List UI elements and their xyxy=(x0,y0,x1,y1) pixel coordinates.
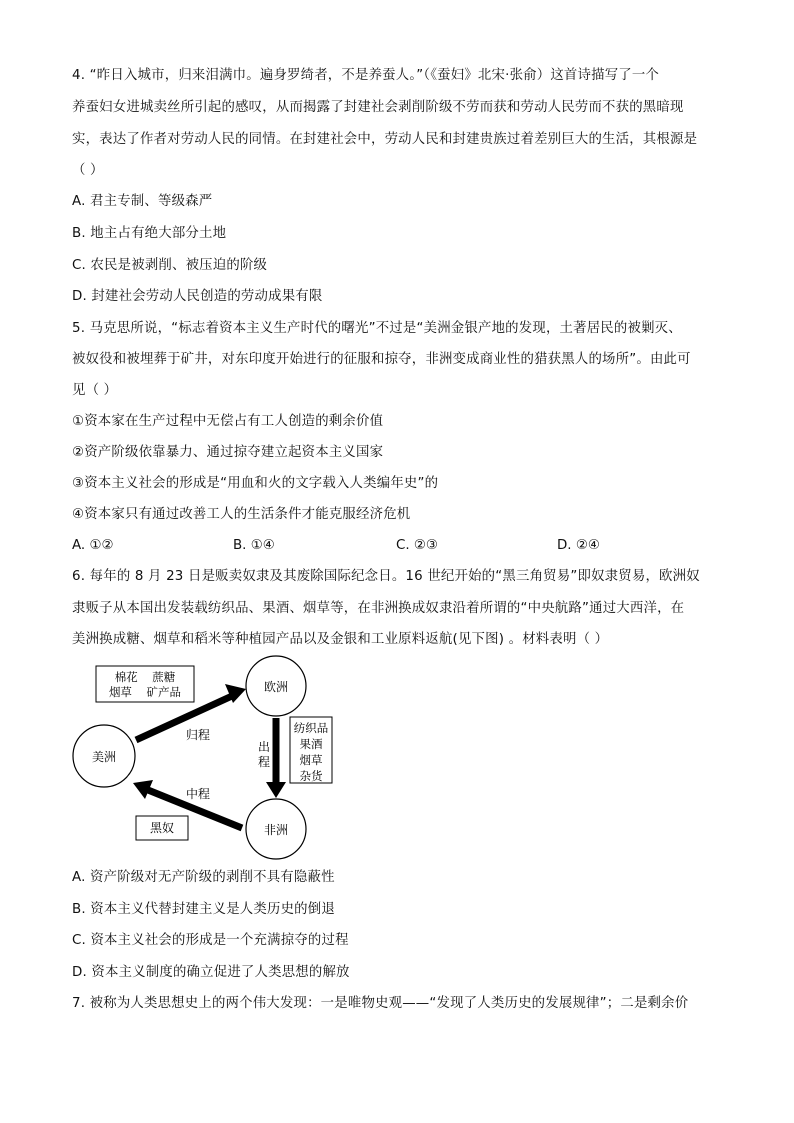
outbound-goods-3: 烟草 xyxy=(299,753,323,767)
q5-stem-line-1: 5. 马克思所说，“标志着资本主义生产时代的曙光”不过是“美洲金银产地的发现，土著居民的被剿灭、 xyxy=(72,321,682,336)
q5-option-c: C. ②③ xyxy=(396,538,438,553)
outbound-leg-arrowhead xyxy=(266,782,286,798)
q4-stem-line-2: 养蚕妇女进城卖丝所引起的感叹，从而揭露了封建社会剥削阶级不劳而获和劳动人民劳而不获的黑暗现 xyxy=(72,100,684,115)
q6-option-b: B. 资本主义代替封建主义是人类历史的倒退 xyxy=(72,902,335,917)
q5-statement-2: ②资产阶级依靠暴力、通过掠夺建立起资本主义国家 xyxy=(72,445,384,460)
africa-label: 非洲 xyxy=(263,823,289,837)
q4-option-b: B. 地主占有绝大部分土地 xyxy=(72,226,227,241)
q4-option-d: D. 封建社会劳动人民创造的劳动成果有限 xyxy=(72,289,323,304)
america-label: 美洲 xyxy=(91,750,117,764)
q5-option-d: D. ②④ xyxy=(557,538,600,553)
outbound-goods-4: 杂货 xyxy=(299,769,323,783)
q4-stem-line-1: 4. “昨日入城市，归来泪满巾。遍身罗绮者，不是养蚕人。”（《蚕妇》北宋·张俞）这首诗描写了一个 xyxy=(72,68,660,83)
q5-stem-line-2: 被奴役和被埋葬于矿井，对东印度开始进行的征服和掠夺，非洲变成商业性的猎获黑人的场所”。由此可 xyxy=(72,352,691,367)
q5-statement-3: ③资本主义社会的形成是“用血和火的文字载入人类编年史”的 xyxy=(72,476,439,491)
return-goods-line-1: 棉花 蔗糖 xyxy=(114,670,176,684)
triangle-trade-diagram xyxy=(60,650,390,865)
outbound-leg-label-2: 程 xyxy=(257,755,271,769)
slaves-label: 黑奴 xyxy=(149,821,175,835)
q7-stem-line-1: 7. 被称为人类思想史上的两个伟大发现：一是唯物史观——“发现了人类历史的发展规律”；二是剩余价 xyxy=(72,996,689,1011)
middle-leg-label: 中程 xyxy=(185,787,211,801)
outbound-goods-2: 果酒 xyxy=(299,737,323,751)
return-leg-arrow xyxy=(136,696,232,740)
q6-option-c: C. 资本主义社会的形成是一个充满掠夺的过程 xyxy=(72,933,349,948)
q6-stem-line-2: 隶贩子从本国出发装载纺织品、果酒、烟草等，在非洲换成奴隶沿着所谓的“中央航路”通过大西洋，在 xyxy=(72,601,685,616)
q4-answer-blank: （ ） xyxy=(72,163,104,178)
q6-option-d: D. 资本主义制度的确立促进了人类思想的解放 xyxy=(72,965,350,980)
q5-option-b: B. ①④ xyxy=(233,538,275,553)
q6-stem-line-3: 美洲换成糖、烟草和稻米等种植园产品以及金银和工业原料返航(见下图) 。材料表明（ ） xyxy=(72,632,609,647)
q5-statement-4: ④资本家只有通过改善工人的生活条件才能克服经济危机 xyxy=(72,507,411,522)
outbound-leg-label-1: 出 xyxy=(257,740,271,754)
q6-stem-line-1: 6. 每年的 8 月 23 日是贩卖奴隶及其废除国际纪念日。16 世纪开始的“黑三角贸易”即奴隶贸易，欧洲奴 xyxy=(72,569,700,584)
outbound-goods-1: 纺织品 xyxy=(293,721,329,735)
return-goods-line-2: 烟草 矿产品 xyxy=(108,685,182,699)
q6-option-a: A. 资产阶级对无产阶级的剥削不具有隐蔽性 xyxy=(72,870,335,885)
q5-stem-line-3: 见（ ） xyxy=(72,383,118,398)
q4-option-c: C. 农民是被剥削、被压迫的阶级 xyxy=(72,258,268,273)
europe-label: 欧洲 xyxy=(263,680,289,694)
q5-option-a: A. ①② xyxy=(72,538,114,553)
q5-statement-1: ①资本家在生产过程中无偿占有工人创造的剩余价值 xyxy=(72,414,384,429)
q4-option-a: A. 君主专制、等级森严 xyxy=(72,194,213,209)
q4-stem-line-3: 实，表达了作者对劳动人民的同情。在封建社会中，劳动人民和封建贵族过着差别巨大的生活，其根源是 xyxy=(72,132,698,147)
return-leg-label: 归程 xyxy=(185,728,211,742)
